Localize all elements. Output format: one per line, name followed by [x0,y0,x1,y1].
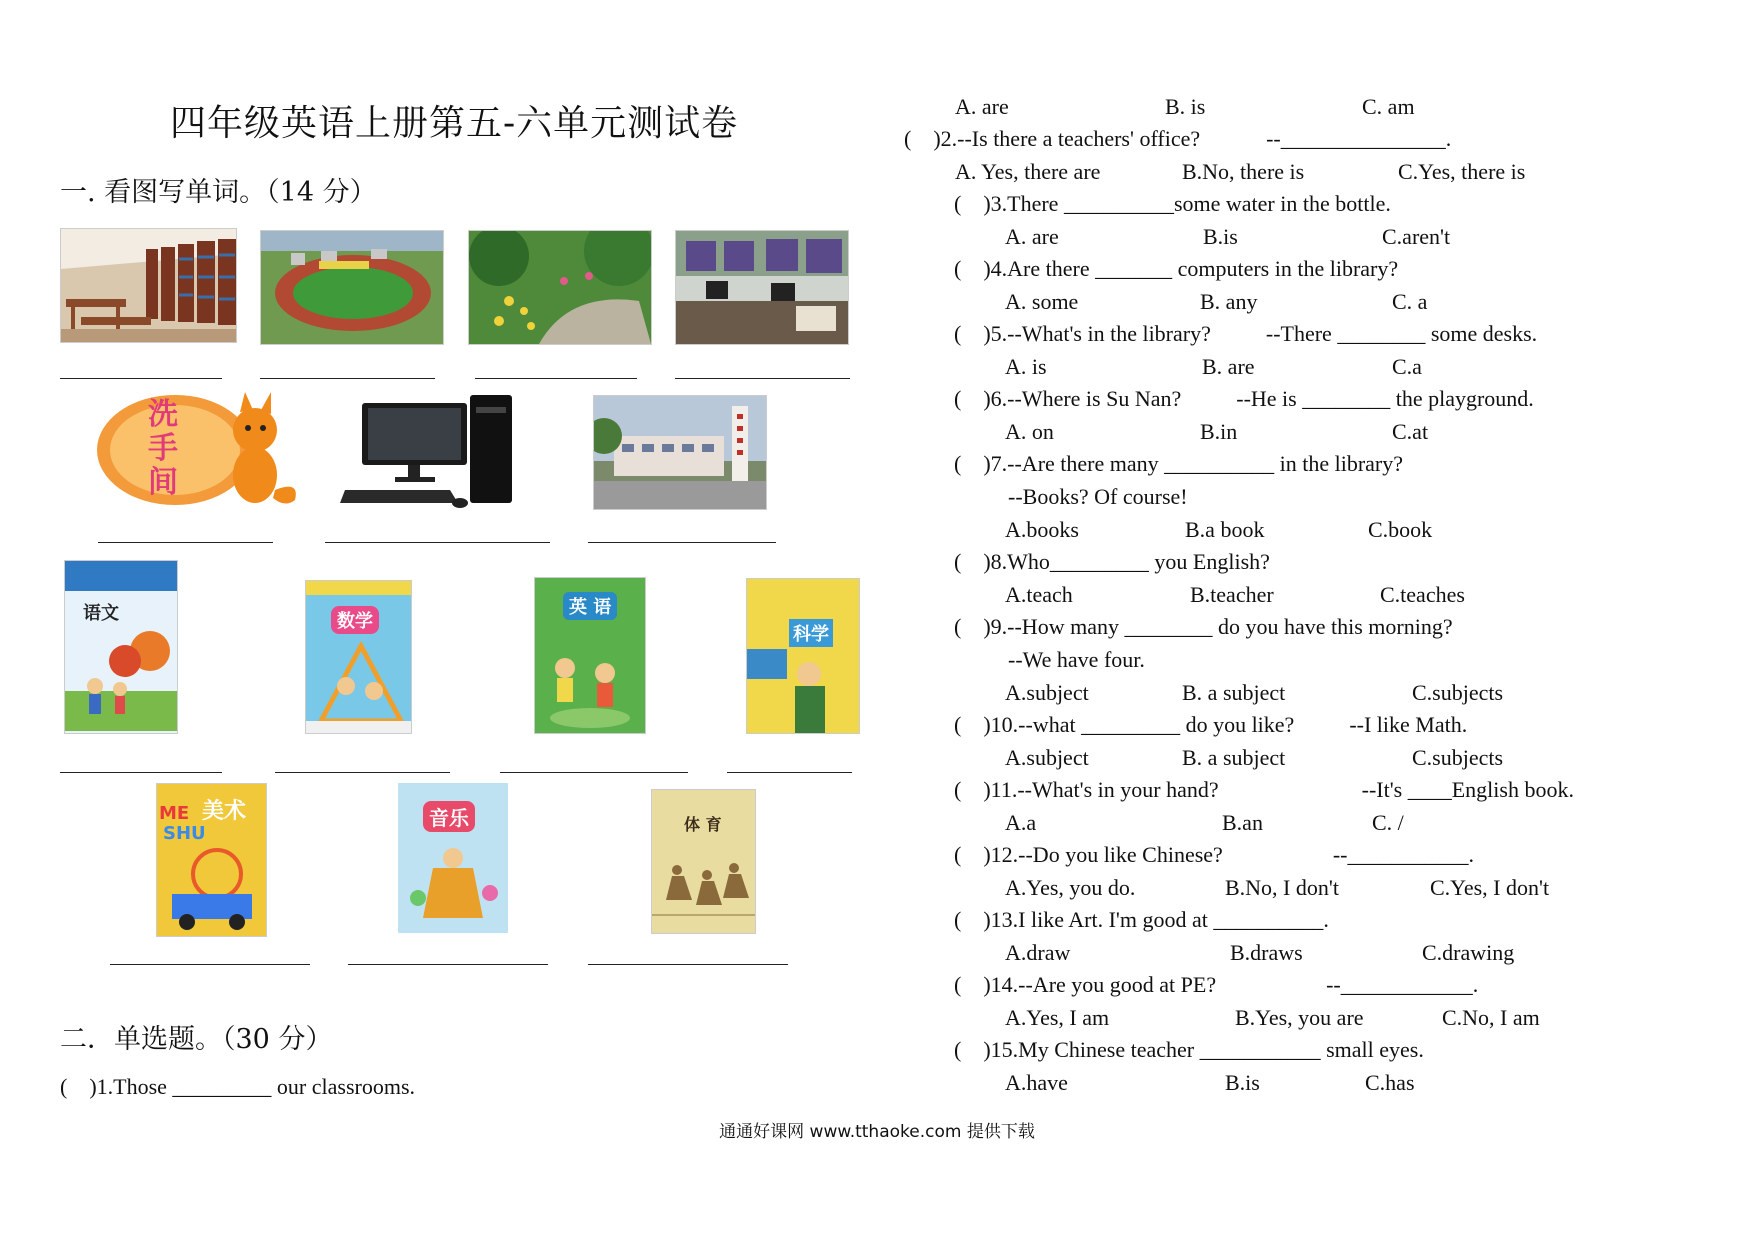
question-3: ( )3.There __________some water in the bottle. [954,191,1391,216]
answer-blank[interactable] [60,378,222,379]
question-1: ( )1.Those _________ our classrooms. [60,1074,416,1099]
page-title: 四年级英语上册第五-六单元测试卷 [170,103,739,144]
answer-blank[interactable] [588,964,788,965]
q13-option-b[interactable]: B.draws [1230,940,1303,965]
q7-option-b[interactable]: B.a book [1185,517,1265,542]
question-12: ( )12.--Do you like Chinese? --___________. [954,842,1474,867]
answer-blank[interactable] [727,772,852,773]
q12-option-c[interactable]: C.Yes, I don't [1430,875,1550,900]
question-7-reply: --Books? Of course! [1008,484,1188,509]
q12-option-a[interactable]: A.Yes, you do. [1005,875,1136,900]
q11-option-b[interactable]: B.an [1222,810,1263,835]
q7-option-a[interactable]: A.books [1005,517,1079,542]
answer-blank[interactable] [475,378,637,379]
q14-option-c[interactable]: C.No, I am [1442,1005,1540,1030]
question-11: ( )11.--What's in your hand? --It's ____English book. [954,777,1574,802]
garden-picture [468,230,652,345]
art-book-label: 美术 [202,799,247,824]
q5-option-b[interactable]: B. are [1202,354,1255,379]
q5-option-a[interactable]: A. is [1005,354,1047,379]
q14-option-b[interactable]: B.Yes, you are [1235,1005,1364,1030]
page-footer: 通通好课网 www.tthaoke.com 提供下载 [719,1122,1035,1142]
question-2: ( )2.--Is there a teachers' office? --_______________. [904,126,1452,151]
chinese-book-label: 语文 [83,603,119,624]
music-book-label: 音乐 [423,801,475,832]
q13-option-c[interactable]: C.drawing [1422,940,1515,965]
q10-option-b[interactable]: B. a subject [1182,745,1286,770]
q15-option-c[interactable]: C.has [1365,1070,1415,1095]
section1-heading: 一. 看图写单词。（14 分） [60,177,377,208]
q1-option-a[interactable]: A. are [955,94,1009,119]
q4-option-b[interactable]: B. any [1200,289,1258,314]
q11-option-c[interactable]: C. / [1372,810,1404,835]
q4-option-c[interactable]: C. a [1392,289,1428,314]
chinese-book-picture [64,560,178,734]
q5-option-c[interactable]: C.a [1392,354,1422,379]
q6-option-c[interactable]: C.at [1392,419,1429,444]
q8-option-b[interactable]: B.teacher [1190,582,1274,607]
science-book-label: 科学 [789,619,833,647]
q9-option-a[interactable]: A.subject [1005,680,1089,705]
q7-option-c[interactable]: C.book [1368,517,1433,542]
question-4: ( )4.Are there _______ computers in the library? [954,256,1399,281]
q11-option-a[interactable]: A.a [1005,810,1037,835]
q8-option-a[interactable]: A.teach [1005,582,1073,607]
answer-blank[interactable] [260,378,435,379]
q1-option-b[interactable]: B. is [1165,94,1206,119]
question-5: ( )5.--What's in the library? --There ________ some desks. [954,321,1538,346]
answer-blank[interactable] [588,542,776,543]
section2-heading: 二．单选题。（30 分） [60,1024,333,1055]
question-7: ( )7.--Are there many __________ in the library? [954,451,1404,476]
svg-text:ME: ME [159,803,190,824]
playground-picture [260,230,444,345]
pe-book-label: 体 育 [684,815,722,834]
english-book-label: 英 语 [563,592,617,620]
pe-book-picture [651,789,756,934]
q14-option-a[interactable]: A.Yes, I am [1005,1005,1110,1030]
computer-picture [340,395,520,510]
answer-blank[interactable] [110,964,310,965]
answer-blank[interactable] [348,964,548,965]
q9-option-b[interactable]: B. a subject [1182,680,1286,705]
answer-blank[interactable] [98,542,273,543]
question-14: ( )14.--Are you good at PE? --____________. [954,972,1479,997]
q15-option-a[interactable]: A.have [1005,1070,1068,1095]
question-9-reply: --We have four. [1008,647,1145,672]
math-book-label: 数学 [331,606,379,634]
q10-option-a[interactable]: A.subject [1005,745,1089,770]
q10-option-c[interactable]: C.subjects [1412,745,1504,770]
answer-blank[interactable] [500,772,688,773]
library-picture [60,228,237,343]
math-book-picture [305,580,412,734]
q15-option-b[interactable]: B.is [1225,1070,1260,1095]
q4-option-a[interactable]: A. some [1005,289,1079,314]
science-book-picture [746,578,860,734]
q2-option-c[interactable]: C.Yes, there is [1398,159,1526,184]
music-book-picture [398,783,508,933]
q12-option-b[interactable]: B.No, I don't [1225,875,1339,900]
art-book-picture [156,783,267,937]
answer-blank[interactable] [60,772,222,773]
question-9: ( )9.--How many ________ do you have this morning? [954,614,1453,639]
q13-option-a[interactable]: A.draw [1005,940,1071,965]
q6-option-b[interactable]: B.in [1200,419,1238,444]
question-15: ( )15.My Chinese teacher ___________ small eyes. [954,1037,1424,1062]
q2-option-a[interactable]: A. Yes, there are [955,159,1101,184]
question-6: ( )6.--Where is Su Nan? --He is ________ the playground. [954,386,1534,411]
answer-blank[interactable] [675,378,850,379]
washroom-label: 洗手间 [148,397,178,500]
question-10: ( )10.--what _________ do you like? --I like Math. [954,712,1468,737]
question-13: ( )13.I like Art. I'm good at __________. [954,907,1329,932]
english-book-picture [534,577,646,734]
answer-blank[interactable] [275,772,450,773]
answer-blank[interactable] [325,542,550,543]
school-gate-picture [593,395,767,510]
washroom-picture [95,390,300,510]
q2-option-b[interactable]: B.No, there is [1182,159,1305,184]
office-picture [675,230,849,345]
question-8: ( )8.Who_________ you English? [954,549,1270,574]
q3-option-c[interactable]: C.aren't [1382,224,1451,249]
svg-text:SHU: SHU [163,823,206,844]
q3-option-b[interactable]: B.is [1203,224,1238,249]
q6-option-a[interactable]: A. on [1005,419,1054,444]
q3-option-a[interactable]: A. are [1005,224,1059,249]
q8-option-c[interactable]: C.teaches [1380,582,1465,607]
q9-option-c[interactable]: C.subjects [1412,680,1504,705]
q1-option-c[interactable]: C. am [1362,94,1415,119]
